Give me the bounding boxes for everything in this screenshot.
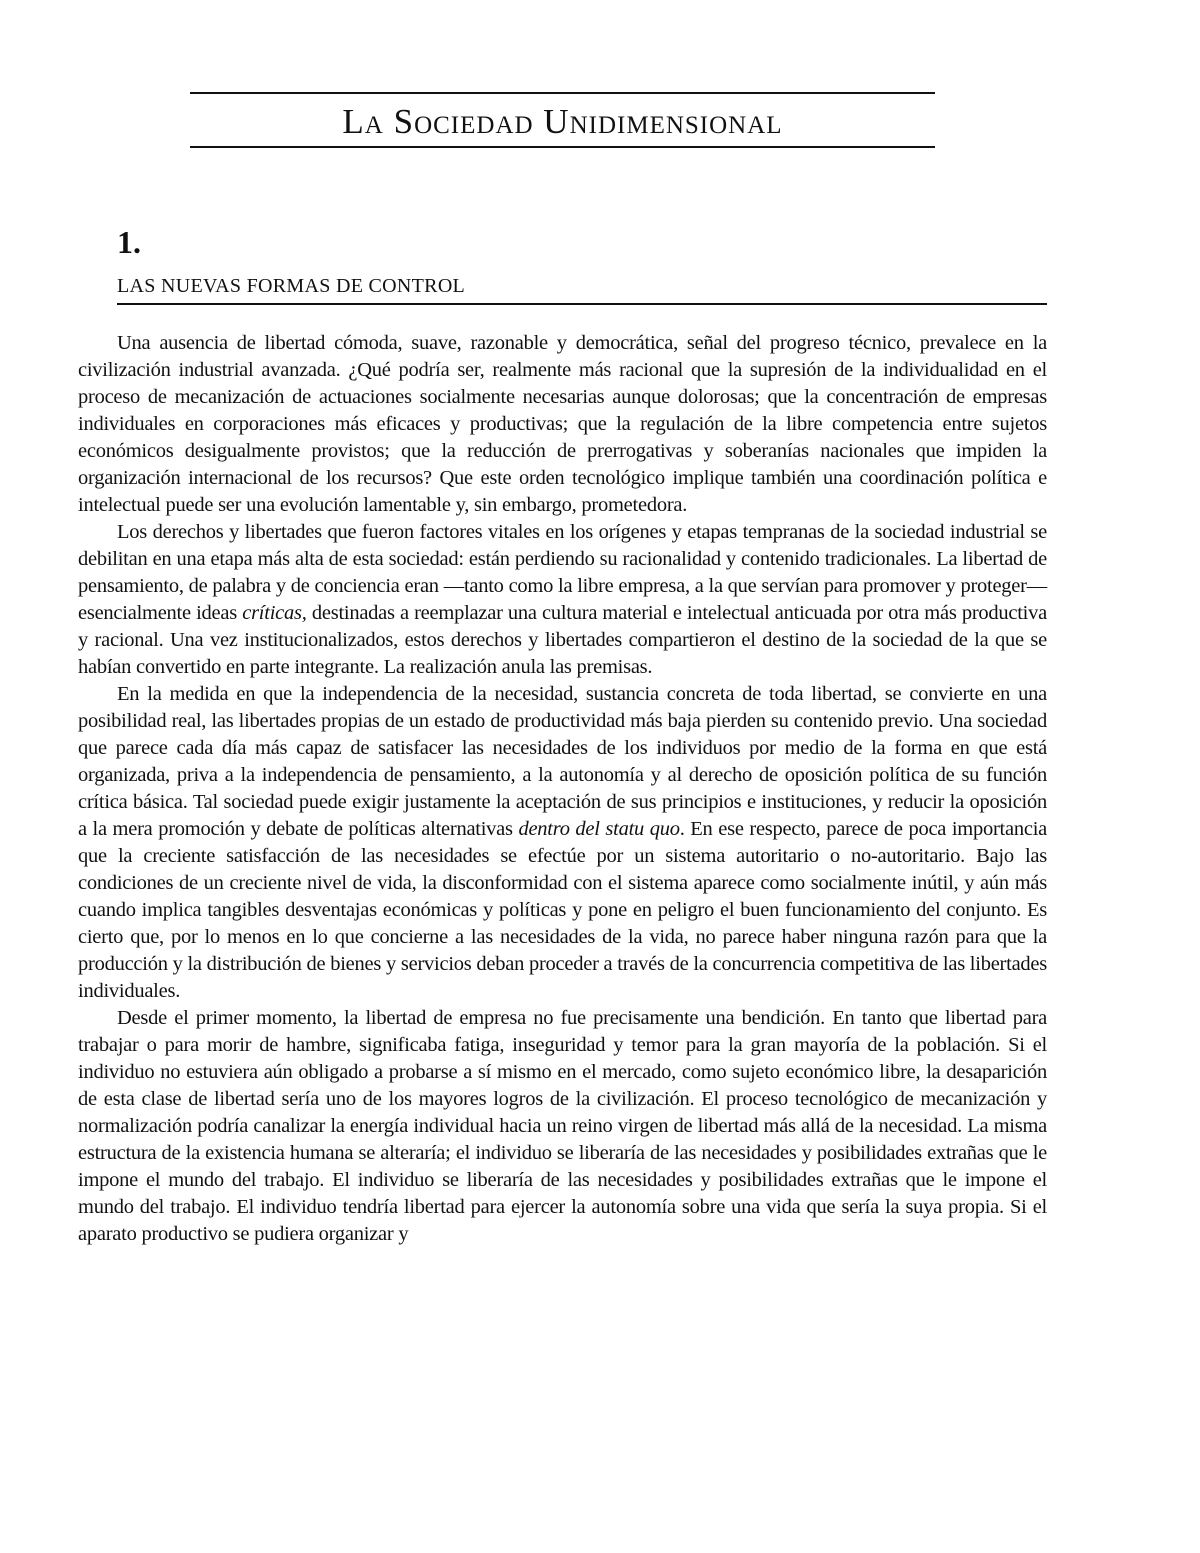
paragraph-text: destinadas a reemplazar una cultura material e intelectual anticuada por otra más productiva y racional. Una vez institucionalizados, estos derechos y libertades compartieron el destino de la sociedad de la que se habían convertido en parte integrante. La realización anula las premisas. (78, 602, 1047, 678)
paragraph (78, 519, 1047, 681)
book-title-banner (190, 92, 935, 148)
paragraph-text: Una ausencia de libertad cómoda, suave, razonable y democrática, señal del progreso técnico, prevalece en la civilización industrial avanzada. ¿Qué podría ser, realmente más racional que la supresión de la individualidad en el proceso de mecanización de actuaciones socialmente necesarias aunque dolorosas; que la concentración de empresas individuales en corporaciones más eficaces y productivas; que la regulación de la libre competencia entre sujetos económicos desigualmente provistos; que la reducción de prerrogativas y soberanías nacionales que impiden la organización internacional de los recursos? Que este orden tecnológico implique también una coordinación política e intelectual puede ser una evolución lamentable y, sin embargo, prometedora. (78, 332, 1047, 516)
paragraph-text: Los derechos y libertades que fueron factores vitales en los orígenes y etapas tempranas de la sociedad industrial se debilitan en una etapa más alta de esta sociedad: están perdiendo su racionalidad y contenido tradicionales. La libertad de pensamiento, de palabra y de conciencia eran —tanto como la libre empresa, a la que servían para promover y proteger— esencialmente ideas (78, 521, 1047, 624)
chapter-title: LAS NUEVAS FORMAS DE CONTROL (117, 274, 1047, 305)
emphasis-text: dentro del statu quo (518, 818, 680, 840)
paragraph-text: En la medida en que la independencia de la necesidad, sustancia concreta de toda libertad, se convierte en una posibilidad real, las libertades propias de un estado de productividad más baja pierden su contenido previo. Una sociedad que parece cada día más capaz de satisfacer las necesidades de los individuos por medio de la forma en que está organizada, priva a la independencia de pensamiento, a la autonomía y al derecho de oposición política de su función crítica básica. Tal sociedad puede exigir justamente la aceptación de sus principios e instituciones, y reducir la oposición a la mera promoción y debate de políticas alternativas (78, 683, 1047, 840)
paragraph-text: . En ese respecto, parece de poca importancia que la creciente satisfacción de las necesidades se efectúe por un sistema autoritario o no-autoritario. Bajo las condiciones de un creciente nivel de vida, la disconformidad con el sistema aparece como socialmente inútil, y aún más cuando implica tangibles desventajas económicas y políticas y pone en peligro el buen funcionamiento del conjunto. Es cierto que, por lo menos en lo que concierne a las necesidades de la vida, no parece haber ninguna razón para que la producción y la distribución de bienes y servicios deban proceder a través de la concurrencia competitiva de las libertades individuales. (78, 818, 1047, 1002)
book-title: La Sociedad Unidimensional (342, 102, 783, 141)
chapter-number: 1. (117, 224, 141, 260)
paragraph (78, 1005, 1047, 1248)
paragraph (78, 330, 1047, 519)
paragraph-text: Desde el primer momento, la libertad de empresa no fue precisamente una bendición. En tanto que libertad para trabajar o para morir de hambre, significaba fatiga, inseguridad y temor para la gran mayoría de la población. Si el individuo no estuviera aún obligado a probarse a sí mismo en el mercado, como sujeto económico libre, la desaparición de esta clase de libertad sería uno de los mayores logros de la civilización. El proceso tecnológico de mecanización y normalización podría canalizar la energía individual hacia un reino virgen de libertad más allá de la necesidad. La misma estructura de la existencia humana se alteraría; el individuo se liberaría de las necesidades y posibilidades extrañas que le impone el mundo del trabajo. El individuo se liberaría de las necesidades y posibilidades extrañas que le impone el mundo del trabajo. El individuo tendría libertad para ejercer la autonomía sobre una vida que sería la suya propia. Si el aparato productivo se pudiera organizar y (78, 1007, 1047, 1245)
body-text (78, 330, 1047, 1248)
paragraph (78, 681, 1047, 1005)
emphasis-text: críticas, (242, 602, 307, 624)
